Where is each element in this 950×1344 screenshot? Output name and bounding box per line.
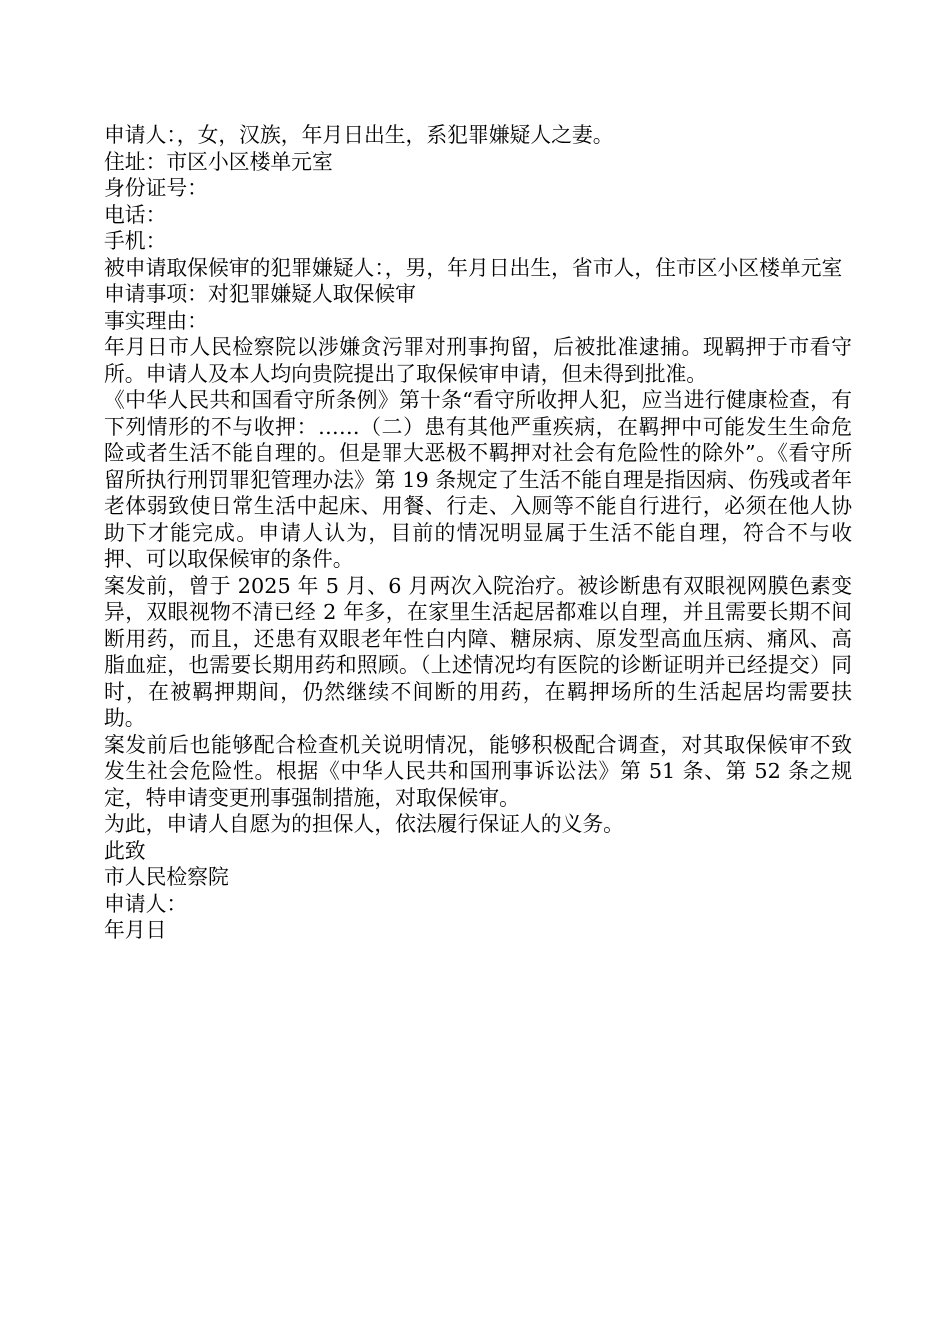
- address-line: 住址：市区小区楼单元室: [104, 149, 333, 174]
- phone-line: 电话：: [104, 202, 167, 227]
- suspect-line: 被申请取保候审的犯罪嫌疑人：，男，年月日出生，省市人，住市区小区楼单元室: [104, 255, 843, 280]
- facts-heading: 事实理由：: [104, 308, 208, 333]
- document-body: [104, 122, 852, 944]
- facts-paragraph-3: 案发前，曾于 2025 年 5 月、6 月两次入院治疗。被诊断患有双眼视网膜色素变异，双眼视物不清已经 2 年多，在家里生活起居都难以自理，并且需要长期不间断用药，而且，还患有双眼老年性白内障、糖尿病、原发型高血压病、痛风、高脂血症，也需要长期用药和照顾。（上述情况均有医院的诊断证明并已经提交）同时，在被羁押期间，仍然继续不间断的用药，在羁押场所的生活起居均需要扶助。: [104, 573, 852, 730]
- guarantee-line: 为此，申请人自愿为的担保人，依法履行保证人的义务。: [104, 812, 624, 836]
- facts-paragraph-1: 年月日市人民检察院以涉嫌贪污罪对刑事拘留，后被批准逮捕。现羁押于市看守所。申请人及本人均向贵院提出了取保候审申请，但未得到批准。: [104, 335, 852, 386]
- applicant-line: 申请人：，女，汉族，年月日出生，系犯罪嫌疑人之妻。: [104, 123, 614, 147]
- salutation-line: 此致: [104, 838, 146, 863]
- facts-paragraph-2: 《中华人民共和国看守所条例》第十条“看守所收押人犯，应当进行健康检查，有下列情形的不与收押：……（二）患有其他严重疾病，在羁押中可能发生生命危险或者生活不能自理的。但是罪大恶极不羁押对社会有危险性的除外”。《看守所留所执行刑罚罪犯管理办法》第 19 条规定了生活不能自理是指因病、伤残或者年老体弱致使日常生活中起床、用餐、行走、入厕等不能自行进行，必须在他人协助下才能完成。申请人认为，目前的情况明显属于生活不能自理，符合不与收押、可以取保候审的条件。: [104, 388, 852, 571]
- signature-line: 申请人：: [104, 891, 188, 916]
- request-item-line: 申请事项：对犯罪嫌疑人取保候审: [104, 282, 416, 306]
- date-line: 年月日: [104, 918, 167, 942]
- mobile-line: 手机：: [104, 229, 167, 253]
- facts-paragraph-4: 案发前后也能够配合检查机关说明情况，能够积极配合调查，对其取保候审不致发生社会危险性。根据《中华人民共和国刑事诉讼法》第 51 条、第 52 条之规定，特申请变更刑事强制措施，对取保候审。: [104, 732, 852, 810]
- id-number-line: 身份证号：: [104, 176, 208, 200]
- recipient-line: 市人民检察院: [104, 865, 229, 889]
